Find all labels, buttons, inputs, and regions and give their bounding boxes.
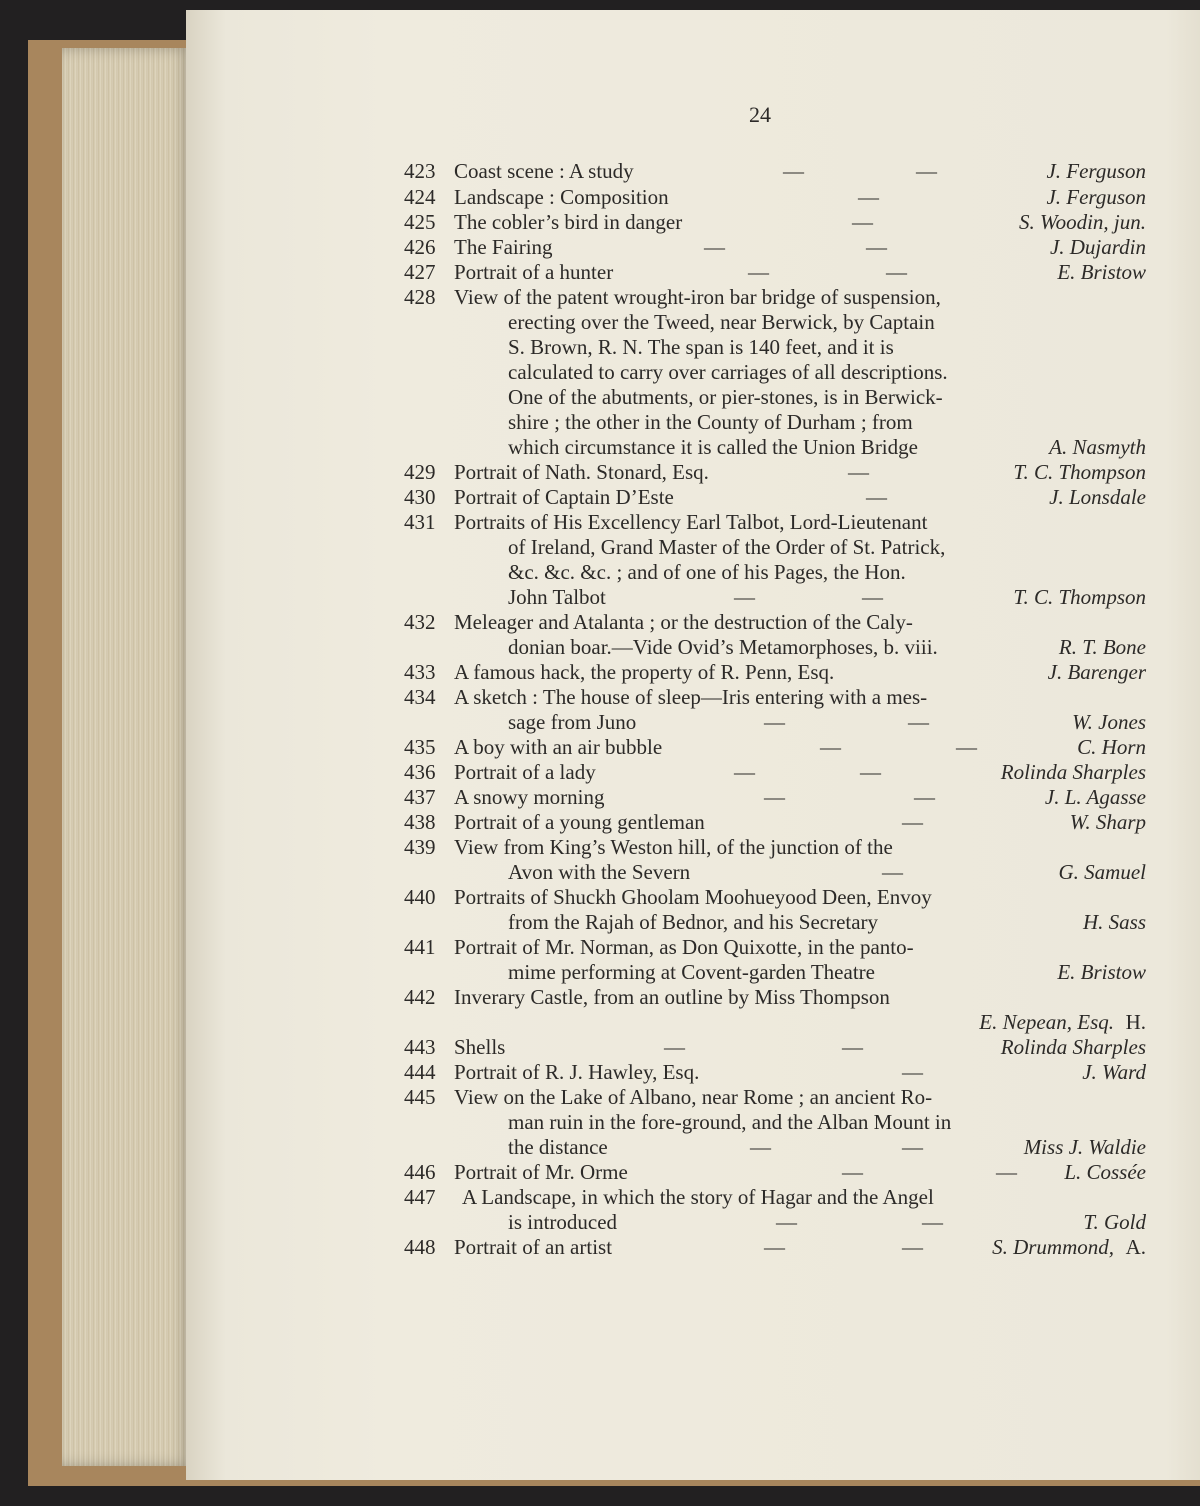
entry-text-line: sage from Juno bbox=[508, 710, 637, 734]
entry-dash: — bbox=[750, 1135, 771, 1159]
entry-number: 440 bbox=[404, 885, 436, 909]
entry-dash: — bbox=[764, 785, 785, 809]
catalogue-entry bbox=[186, 734, 1200, 760]
entry-artist: Rolinda Sharples bbox=[1000, 760, 1146, 784]
entry-continuation bbox=[186, 359, 1200, 385]
entry-dash: — bbox=[704, 235, 725, 259]
entry-dash: — bbox=[734, 760, 755, 784]
catalogue-entry bbox=[186, 509, 1200, 535]
entry-text-line: One of the abutments, or pier-stones, is in Berwick- bbox=[508, 385, 943, 409]
entry-number: 441 bbox=[404, 935, 436, 959]
entry-title: View on the Lake of Albano, near Rome ; an ancient Ro- bbox=[454, 1085, 933, 1109]
entry-artist: W. Sharp bbox=[1069, 810, 1146, 834]
entry-number: 436 bbox=[404, 760, 436, 784]
entry-text-line: shire ; the other in the County of Durham ; from bbox=[508, 410, 913, 434]
catalogue-entry bbox=[186, 884, 1200, 910]
entry-title: Portrait of a lady bbox=[454, 760, 596, 784]
entry-artist: J. Dujardin bbox=[1049, 235, 1146, 259]
entry-artist: A. Nasmyth bbox=[1049, 435, 1146, 459]
entry-continuation bbox=[186, 384, 1200, 410]
entry-number: 442 bbox=[404, 985, 436, 1009]
entry-artist: H. Sass bbox=[1082, 910, 1146, 934]
catalogue-entry bbox=[186, 284, 1200, 310]
catalogue-entry bbox=[186, 784, 1200, 810]
entry-number: 444 bbox=[404, 1060, 436, 1084]
entry-dash: — bbox=[764, 1235, 785, 1259]
entry-title: Inverary Castle, from an outline by Miss Thompson bbox=[454, 985, 890, 1009]
entry-dash: — bbox=[820, 735, 841, 759]
entry-dash: — bbox=[956, 735, 977, 759]
catalogue-entry bbox=[186, 934, 1200, 960]
entry-artist: E. Bristow bbox=[1057, 960, 1146, 984]
entry-text-line: calculated to carry over carriages of all descriptions. bbox=[508, 360, 948, 384]
entry-title: Portraits of Shuckh Ghoolam Moohueyood Deen, Envoy bbox=[454, 885, 932, 909]
entry-title: A Landscape, in which the story of Hagar and the Angel bbox=[462, 1185, 934, 1209]
entry-text-line: from the Rajah of Bednor, and his Secretary bbox=[508, 910, 879, 934]
entry-artist: E. Nepean, Esq. bbox=[979, 1010, 1114, 1034]
entry-dash: — bbox=[996, 1160, 1017, 1184]
catalogue-entry bbox=[186, 834, 1200, 860]
entry-title: Portraits of His Excellency Earl Talbot, Lord-Lieutenant bbox=[454, 510, 928, 534]
entry-text-line: erecting over the Tweed, near Berwick, by Captain bbox=[508, 310, 935, 334]
catalogue-entry bbox=[186, 1084, 1200, 1110]
catalogue-entry bbox=[186, 484, 1200, 510]
entry-title: Meleager and Atalanta ; or the destruction of the Caly- bbox=[454, 610, 913, 634]
entry-artist: T. C. Thompson bbox=[1013, 585, 1146, 609]
entry-artist: J. Ferguson bbox=[1046, 159, 1146, 183]
catalogue-entry bbox=[186, 759, 1200, 785]
catalogue-entry bbox=[186, 209, 1200, 235]
entry-text-line: donian boar.—Vide Ovid’s Metamorphoses, b. viii. bbox=[508, 635, 938, 659]
entry-continuation bbox=[186, 559, 1200, 585]
entry-artist: E. Bristow bbox=[1057, 260, 1146, 284]
catalogue-entry bbox=[186, 1059, 1200, 1085]
entry-number: 433 bbox=[404, 660, 436, 684]
entry-number: 426 bbox=[404, 235, 436, 259]
entry-number: 432 bbox=[404, 610, 436, 634]
entry-number: 438 bbox=[404, 810, 436, 834]
entry-artist: W. Jones bbox=[1072, 710, 1146, 734]
entry-continuation bbox=[186, 409, 1200, 435]
entry-continuation bbox=[186, 1209, 1200, 1235]
page-edges bbox=[62, 48, 192, 1466]
entry-number: 434 bbox=[404, 685, 436, 709]
entry-suffix: H. bbox=[1125, 1010, 1146, 1034]
catalogue-entry bbox=[186, 1034, 1200, 1060]
entry-number: 423 bbox=[404, 159, 436, 183]
entry-title: Portrait of a young gentleman bbox=[454, 810, 705, 834]
entry-dash: — bbox=[860, 760, 881, 784]
entry-number: 439 bbox=[404, 835, 436, 859]
entry-dash: — bbox=[902, 1235, 923, 1259]
entry-number: 448 bbox=[404, 1235, 436, 1259]
entry-number: 427 bbox=[404, 260, 436, 284]
entry-dash: — bbox=[842, 1160, 863, 1184]
entry-text-line: Avon with the Severn bbox=[508, 860, 691, 884]
entry-artist: L. Cossée bbox=[1064, 1160, 1146, 1184]
entry-text-line: mime performing at Covent-garden Theatre bbox=[508, 960, 875, 984]
entry-dash: — bbox=[776, 1210, 797, 1234]
entry-dash: — bbox=[882, 860, 903, 884]
entry-artist: J. L. Agasse bbox=[1044, 785, 1146, 809]
entry-text-line: John Talbot bbox=[508, 585, 606, 609]
entry-dash: — bbox=[908, 710, 929, 734]
entry-dash: — bbox=[886, 260, 907, 284]
entry-title: A snowy morning bbox=[454, 785, 605, 809]
entry-dash: — bbox=[858, 185, 879, 209]
entry-dash: — bbox=[914, 785, 935, 809]
entry-dash: — bbox=[842, 1035, 863, 1059]
catalogue-entry bbox=[186, 1234, 1200, 1260]
entry-title: Portrait of Mr. Orme bbox=[454, 1160, 628, 1184]
entry-number: 424 bbox=[404, 185, 436, 209]
entry-title: Coast scene : A study bbox=[454, 159, 634, 183]
entry-title: Landscape : Composition bbox=[454, 185, 669, 209]
entry-artist: R. T. Bone bbox=[1058, 635, 1146, 659]
entry-artist: Rolinda Sharples bbox=[1000, 1035, 1146, 1059]
entry-dash: — bbox=[748, 260, 769, 284]
entry-dash: — bbox=[783, 159, 804, 183]
entry-text-line: which circumstance it is called the Union Bridge bbox=[508, 435, 918, 459]
entry-dash: — bbox=[866, 485, 887, 509]
entry-continuation bbox=[186, 1109, 1200, 1135]
catalogue-entry bbox=[186, 984, 1200, 1010]
entry-title: A famous hack, the property of R. Penn, Esq. bbox=[454, 660, 835, 684]
entry-dash: — bbox=[902, 810, 923, 834]
entry-text-line: man ruin in the fore-ground, and the Alban Mount in bbox=[508, 1110, 952, 1134]
entry-title: Portrait of an artist bbox=[454, 1235, 613, 1259]
entry-title: View of the patent wrought-iron bar bridge of suspension, bbox=[454, 285, 941, 309]
entry-artist: T. Gold bbox=[1083, 1210, 1146, 1234]
entry-number: 428 bbox=[404, 285, 436, 309]
entry-text-line: is introduced bbox=[508, 1210, 618, 1234]
entry-dash: — bbox=[916, 159, 937, 183]
entry-artist: G. Samuel bbox=[1058, 860, 1146, 884]
catalogue-entry bbox=[186, 234, 1200, 260]
entry-number: 443 bbox=[404, 1035, 436, 1059]
catalogue-entry bbox=[186, 1184, 1200, 1210]
entry-suffix: A. bbox=[1125, 1235, 1146, 1259]
entry-number: 425 bbox=[404, 210, 436, 234]
entry-number: 447 bbox=[404, 1185, 436, 1209]
entry-title: Portrait of R. J. Hawley, Esq. bbox=[454, 1060, 700, 1084]
entry-title: Portrait of a hunter bbox=[454, 260, 614, 284]
catalogue-entry bbox=[186, 809, 1200, 835]
entry-artist: C. Horn bbox=[1077, 735, 1146, 759]
entry-artist: J. Ferguson bbox=[1046, 185, 1146, 209]
catalogue-entry bbox=[186, 158, 1200, 184]
catalogue-entry bbox=[186, 684, 1200, 710]
entry-artist: J. Ward bbox=[1082, 1060, 1146, 1084]
entry-title: The Fairing bbox=[454, 235, 553, 259]
entry-continuation bbox=[186, 334, 1200, 360]
entry-number: 446 bbox=[404, 1160, 436, 1184]
entry-continuation bbox=[186, 1134, 1200, 1160]
entry-artist: Miss J. Waldie bbox=[1023, 1135, 1146, 1159]
entry-dash: — bbox=[734, 585, 755, 609]
catalogue-entry bbox=[186, 259, 1200, 285]
entry-title: Portrait of Captain D’Este bbox=[454, 485, 674, 509]
entry-title: Portrait of Nath. Stonard, Esq. bbox=[454, 460, 709, 484]
entry-continuation bbox=[186, 584, 1200, 610]
entry-number: 431 bbox=[404, 510, 436, 534]
entry-number: 430 bbox=[404, 485, 436, 509]
entry-artist: S. Woodin, jun. bbox=[1019, 210, 1146, 234]
entry-dash: — bbox=[764, 710, 785, 734]
catalogue-entry bbox=[186, 459, 1200, 485]
catalogue-entry bbox=[186, 659, 1200, 685]
entry-continuation bbox=[186, 309, 1200, 335]
entry-dash: — bbox=[902, 1135, 923, 1159]
entry-title: The cobler’s bird in danger bbox=[454, 210, 683, 234]
entry-text-line: S. Brown, R. N. The span is 140 feet, and it is bbox=[508, 335, 894, 359]
entry-continuation bbox=[186, 859, 1200, 885]
entry-title: A sketch : The house of sleep—Iris entering with a mes- bbox=[454, 685, 928, 709]
entry-continuation bbox=[186, 434, 1200, 460]
entry-number: 445 bbox=[404, 1085, 436, 1109]
catalogue-entry bbox=[186, 184, 1200, 210]
entry-artist: J. Lonsdale bbox=[1049, 485, 1146, 509]
entry-artist: T. C. Thompson bbox=[1013, 460, 1146, 484]
entry-number: 435 bbox=[404, 735, 436, 759]
entry-title: Portrait of Mr. Norman, as Don Quixotte, in the panto- bbox=[454, 935, 914, 959]
entry-text-line: of Ireland, Grand Master of the Order of St. Patrick, bbox=[508, 535, 946, 559]
catalogue-entry bbox=[186, 609, 1200, 635]
book-page bbox=[186, 10, 1200, 1480]
entry-dash: — bbox=[902, 1060, 923, 1084]
entry-artist: S. Drummond, bbox=[992, 1235, 1114, 1259]
entry-continuation bbox=[186, 534, 1200, 560]
entry-dash: — bbox=[922, 1210, 943, 1234]
entry-continuation bbox=[186, 909, 1200, 935]
page-number: 24 bbox=[749, 102, 771, 127]
entry-dash: — bbox=[862, 585, 883, 609]
entry-dash: — bbox=[664, 1035, 685, 1059]
entry-text-line: &c. &c. &c. ; and of one of his Pages, the Hon. bbox=[508, 560, 906, 584]
entry-artist: J. Barenger bbox=[1047, 660, 1146, 684]
entry-continuation bbox=[186, 1009, 1200, 1035]
entry-dash: — bbox=[866, 235, 887, 259]
entry-title: A boy with an air bubble bbox=[454, 735, 663, 759]
entry-text-line: the distance bbox=[508, 1135, 608, 1159]
entry-title: View from King’s Weston hill, of the junction of the bbox=[454, 835, 893, 859]
entry-number: 437 bbox=[404, 785, 436, 809]
catalogue-entry bbox=[186, 1159, 1200, 1185]
entry-continuation bbox=[186, 634, 1200, 660]
entry-dash: — bbox=[848, 460, 869, 484]
entry-number: 429 bbox=[404, 460, 436, 484]
entry-title: Shells bbox=[454, 1035, 506, 1059]
entry-continuation bbox=[186, 959, 1200, 985]
entry-continuation bbox=[186, 709, 1200, 735]
entry-dash: — bbox=[852, 210, 873, 234]
